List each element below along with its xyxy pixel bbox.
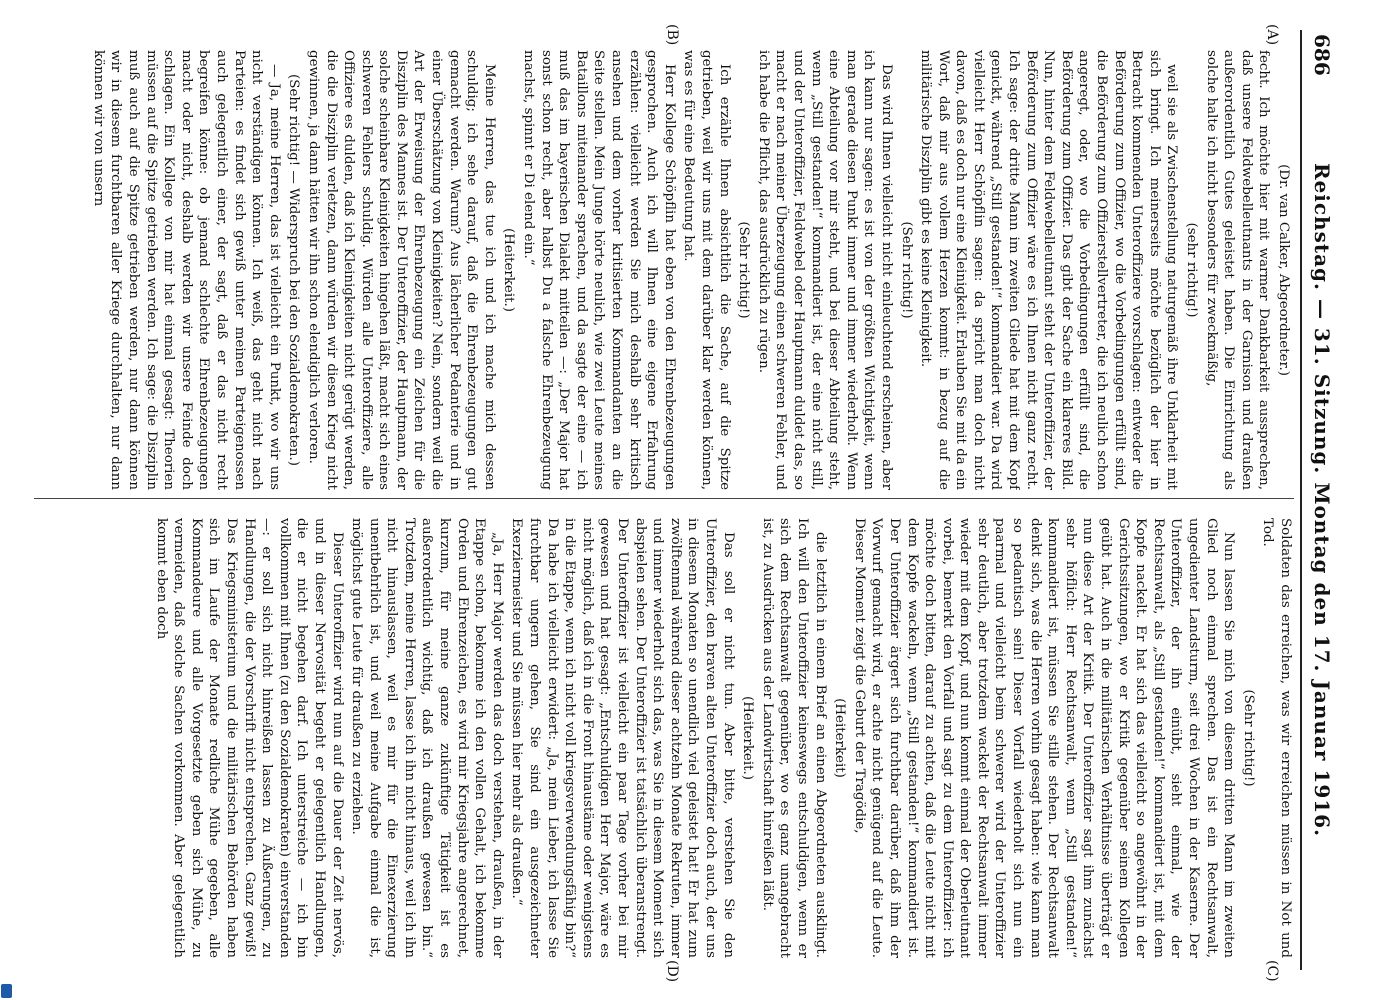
paragraph: weil sie als Zwischenstellung naturgemäß ihre Unklarheit mit sich bringt. Ich meinerseits möchte bezüglich der hier in Betracht kommenden Unteroffiziere vorschlagen: entweder die Beförderung zum Offizier, wo die Vorbedingungen erfüllt sind, die Beförderung zum Offizierstellvertreter, die ich neulich schon angeregt, oder, wo die Vorbedingungen erfüllt sind, die Beförderung zum Offizier. Das gibt der Sache ein klareres Bild. Nun, hinter dem Feldwebelleutnant steht der Unteroffizier, der Beförderung zum Offizier wäre es ich Ihnen nicht ganz recht. Ich sage: der dritte Mann im zweiten Gliede hat mit dem Kopf genickt, während „Still gestanden!“ kommandiert war. Da wird vielleicht Herr Schöpflin sagen: da spricht man doch nicht davon, daß es doch nur eine Kleinigkeit. Erlauben Sie mit da ein Wort, daß mir aus vollem Herzen kommt: in bezug auf die militärische Disziplin gibt es keine Kleinigkeit. <box>918 50 1180 490</box>
paragraph: fecht. Ich möchte hier mit warmer Dankbarkeit aussprechen, daß unsere Feldwebelleutnants in der Garnison und draußen außerordentlich Gutes geleistet haben. Die Einrichtung als solche halte ich nicht besonders für zweckmäßig, <box>1203 50 1272 490</box>
interjection: (Sehr richtig!) <box>736 221 752 319</box>
margin-marker-b: (B) <box>664 24 680 46</box>
page-title: Reichstag. — 31. Sitzung. Montag den 17. Januar 1916. <box>1310 162 1334 838</box>
document-page <box>0 20 1340 983</box>
page-header <box>1302 20 1340 980</box>
paragraph: Das soll er nicht tun. Aber bitte, verstehen Sie den Unteroffizier, den braven alten Unteroffizier doch auch, der uns in diesem Monaten so unendlich viel geleistet hat! Er hat zum zwölftenmal während dieser achtzehn Monate Rekruten, immer und immer wiederholt sich das, was Sie in diesem Moment sich abspielen sehen. Der Unteroffizier ist tatsächlich überanstrengt. Der Unteroffizier ist vielleicht ein paar Tage vorher bei mir gewesen und hat gesagt: „Entschuldigen Herr Major, wäre es nicht möglich, daß ich in die Front hinaustäme oder wenigstens in die Etappe, wenn ich nicht voll kriegsverwendungsfähig bin?“ Da habe ich vielleicht erwidert: „Ja, mein Lieber, ich lasse Sie furchtbar ungern gehen, Sie sind ein ausgezeichneter Exerziermeister und Sie müssen hier mehr als draußen.“ <box>509 518 736 958</box>
digitization-credit <box>0 562 2 982</box>
speaker-line: (Dr. van Calker, Abgeordneter.) <box>1276 164 1291 376</box>
interjection: (Heiterkeit.) <box>501 228 517 312</box>
paragraph: Meine Herren, das tue ich und ich mache mich dessen schuldig; ich sehe darauf, daß die Ehrenbezeugungen gut gemacht werden. Warum? Aus lächerlicher Pedanterie und in einer Überschätzung von Kleinigkeiten? Nein, sondern weil die Art der Erweisung der Ehrenbezeugung ein Zeichen für die Disziplin des Mannes ist. Der Unteroffizier, der Hauptmann, der solche scheinbare Kleinigkeiten hingehen läßt, macht sich eines schweren Fehlers schuldig. Würden alle Unteroffiziere, alle Offiziere es dulden, daß ich Kleinigkeiten nicht gerügt werden, die die Disziplin verletzen, dann würden wir diesen Krieg nicht gewinnen, ja dann hätten wir ihn schon elendiglich verloren. <box>305 50 497 490</box>
paragraph: Das wird Ihnen vielleicht nicht einleuchtend erscheinen, aber ich kann nur sagen: es ist von der größten Wichtigkeit, wenn man gerade diesen Punkt immer und immer wiederholt. Wenn eine Abteilung vor mir steht, und bei dieser Abteilung steht, wenn „Still gestanden!“ kommandiert ist, der eine nicht still, und der Unteroffizier, Feldwebel oder Hauptmann duldet das, so macht er nach meiner Überzeugung einen schweren Fehler, und ich habe die Pflicht, das ausdrücklich zu rügen. <box>755 50 894 490</box>
interjection: (Heiterkeit) <box>832 698 848 778</box>
paragraph: Herr Kollege Schöpflin hat eben von den Ehrenbezeugungen gesprochen. Auch ich will Ihnen eine eigene Erfahrung erzählen: vielleicht werden Sie mich deshalb sehr kritisch ansehen und dem vorher kritisierten Kommandanten an die Seite stellen. Mein Junge hörte neulich, wie zwei Leute meines Bataillons miteinander sprachen, und da sagte der eine — ich muß das im bayerischen Dialekt mitteilen —: „Der Major hat sonst schon recht, aber halbst Du a falsche Ehrenbezeugung machst, spinnt er Di elend ein.“ <box>521 50 677 490</box>
paragraph: Soldaten das erreichen, was wir erreichen müssen in Not und Tod. <box>1260 518 1293 958</box>
paragraph: Ich erzähle Ihnen absichtlich die Sache, auf die Spitze getrieben, weil wir uns mit dem darüber klar werden können, was es für eine Bedeutung hat. <box>681 50 732 490</box>
interjection: (Sehr richtig!) <box>898 221 914 319</box>
paragraph: Nun lassen Sie mich von diesem dritten Mann im zweiten Glied noch einmal sprechen. Das ist ein Rechtsanwalt, ungedienter Landsturm, seit drei Wochen in der Kaserne. Der Unteroffizier, der ihn einübt, sieht einmal, wie der Rechtsanwalt, als „Still gestanden!“ kommandiert ist, mit dem Kopfe nackelt. Er hat sich das vielleicht so angewöhnt in der Gerichtssitzungen, wo er Kritik gegenüber seinem Kollegen geübt hat. Auch in die militärischen Verhältnisse überträgt er nun diese Art der Kritik. Der Unteroffizier sagt ihm zunächst sehr höflich: Herr Rechtsanwalt, wenn „Still gestanden!“ kommandiert ist, müssen Sie stille stehen. Der Rechtsanwalt denkt sich, was die Herren vorhin gesagt haben: wie kann man so pedantisch sein! Dieser Vorfall wiederholt sich nun ein paarmal und vielleicht beim schwerer wird der Unteroffizier sehr deutlich, aber trotzdem wackelt der Rechtsanwalt immer wieder mit dem Kopf, und nun kommt einmal der Oberleutnant vorbei, bemerkt den Vorfall und sagt zu dem Unteroffizier: ich möchte doch bitten, darauf zu achten, daß die Leute nicht mit dem Kopfe wackeln, wenn „Still gestanden!“ kommandiert ist. Der Unteroffizier ärgert sich furchtbar darüber, daß ihm der Vorwurf gemacht wird, er achte nicht genügend auf die Leute. Dieser Moment zeigt die Geburt der Tragödie, <box>851 518 1237 958</box>
margin-marker-a: (A) <box>1264 24 1280 46</box>
right-column <box>14 518 1294 958</box>
paragraph: die letztlich in einem Brief an einen Abgeordneten ausklingt. Ich will den Unteroffizier keineswegs entschuldigen, wenn er sich dem Rechtsanwalt gegenüber, wo es ganz unangebracht ist, zu Ausdrücken aus der Landwirtschaft hinreißen läßt. <box>759 518 828 958</box>
interjection: (Heiterkeit.) <box>740 696 756 780</box>
paragraph: Dieser Unteroffizier wird nun auf die Dauer der Zeit nervös, und in dieser Nervosität begeht er gelegentlich Handlungen, die er nicht begehen darf. Ich unterstreiche — ich bin vollkommen mit Ihnen (zu den Sozialdemokraten) einverstanden —: er soll sich nicht hinreißen lassen zu Äußerungen, zu Handlungen, die der Vorschrift nicht entsprechen. Ganz gewiß! Das Kriegsministerium und die militärischen Behörden haben sich im Laufe der Monate redliche Mühe gegeben, alle Kommandeure und alle Vorgesetzte geben sich Mühe, zu vermeiden, daß solche Sachen vorkommen. Aber gelegentlich kommt eben doch <box>153 518 345 958</box>
paragraph: — Ja, meine Herren, das ist vielleicht ein Punkt, wo wir uns nicht verständigen können. Ich weiß, das geht nicht nach Parteien: es findet sich gewiß unter meinen Parteigenossen auch gelegentlich einer, der sagt, daß er das nicht recht begreifen könne: ob jemand schlechte Ehrenbezeugungen macht oder nicht, deshalb werden wir unsere Feinde doch schlagen. Ein Kollege von mir hat einmal gesagt: Theorien müssen auf die Spitze getrieben werden. Ich sage: die Disziplin muß auch auf die Spitze getrieben werden, nur dann können wir in diesem furchtbaren aller Kriege durchhalten, nur dann können wir von unsern <box>90 50 282 490</box>
dfg-logo-icon <box>1 984 12 998</box>
column-divider <box>34 498 1294 499</box>
left-column <box>14 50 1294 490</box>
page-number: 686 <box>1310 34 1334 76</box>
margin-marker-d: (D) <box>664 960 680 983</box>
paragraph: „Ja, Herr Major werden das doch verstehen, draußen, in der Etappe schon, bekomme ich den vollen Gehalt, ich bekomme Orden und Ehrenzeichen, es wird mir Kriegsjahre angerechnet, kurzum, für meine ganze zukünftige Tätigkeit ist es außerordentlich wichtig, daß ich draußen gewesen bin.“ Trotzdem, meine Herren, lasse ich ihn nicht hinaus, weil ich ihn nicht hinauslassen, weil es mir für die Einexerzierung unentbehrlich ist, und weil meine Aufgabe einmal die ist, möglichst gute Leute für draußen zu erziehen. <box>349 518 505 958</box>
header-rule <box>1300 30 1302 970</box>
margin-marker-c: (C) <box>1264 960 1280 982</box>
interjection: (Sehr richtig! — Widerspruch bei den Sozialdemokraten.) <box>286 74 302 466</box>
interjection: (Sehr richtig!) <box>1240 689 1256 787</box>
interjection: (sehr richtig!) <box>1184 222 1200 318</box>
